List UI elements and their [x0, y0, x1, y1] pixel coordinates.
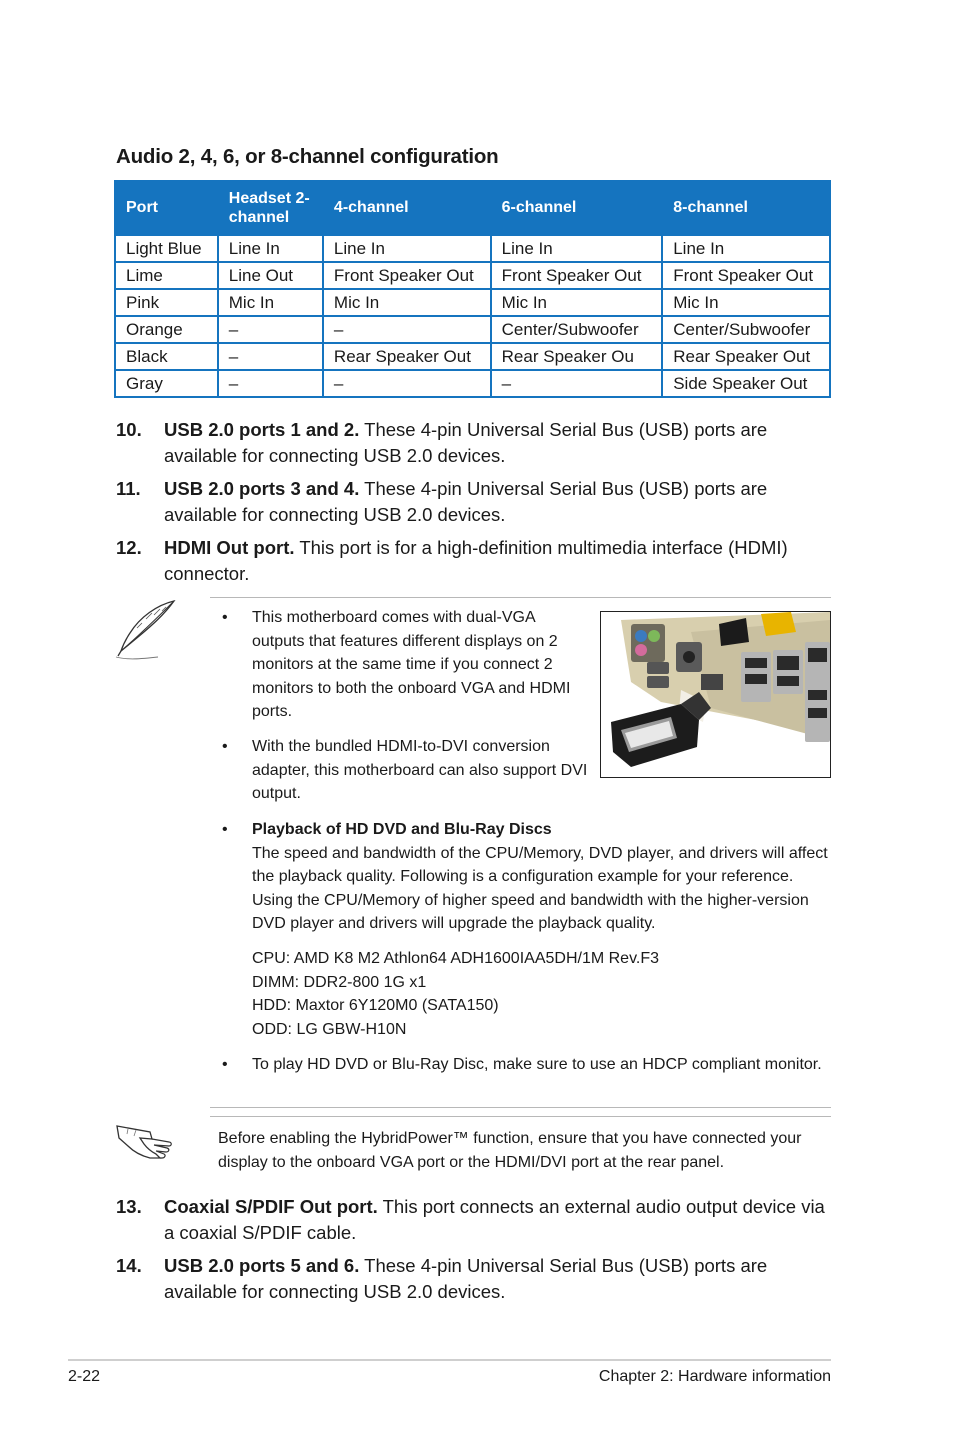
table-cell: Line Out: [218, 262, 323, 289]
note-subtitle: Playback of HD DVD and Blu-Ray Discs: [252, 821, 552, 838]
table-cell: –: [218, 343, 323, 370]
header-6ch: 6-channel: [491, 181, 663, 235]
spec-line: CPU: AMD K8 M2 Athlon64 ADH1600IAA5DH/1M Rev.F3: [252, 950, 659, 967]
note-bullet-4: [222, 1053, 827, 1077]
list-item: [116, 1253, 836, 1305]
note-bullet-2: [222, 735, 597, 806]
caution-text: Before enabling the HybridPower™ function, ensure that you have connected your display to the onboard VGA port or the HDMI/DVI port at the rear panel.: [218, 1130, 802, 1171]
list-item: [116, 476, 836, 528]
item-number: 14.: [116, 1255, 142, 1276]
table-cell: Front Speaker Out: [662, 262, 830, 289]
table-cell: Line In: [662, 235, 830, 262]
note-bullet-3: [222, 818, 832, 936]
table-cell: –: [323, 316, 491, 343]
item-number: 12.: [116, 537, 142, 558]
table-cell: Mic In: [662, 289, 830, 316]
chapter-title: Chapter 2: Hardware information: [598, 1368, 831, 1385]
motherboard-rear-panel-image: [600, 611, 831, 778]
table-cell: Rear Speaker Out: [323, 343, 491, 370]
table-cell: –: [218, 370, 323, 397]
item-text: These 4-pin Universal Serial Bus (USB) ports are available for connecting USB 2.0 devices.: [164, 478, 768, 525]
spec-line: ODD: LG GBW-H10N: [252, 1020, 407, 1038]
bullet: •: [222, 738, 228, 755]
table-row: [115, 262, 830, 289]
table-row: [115, 370, 830, 397]
item-number: 10.: [116, 419, 142, 440]
table-cell: Center/Subwoofer: [491, 316, 663, 343]
spec-line: HDD: Maxtor 6Y120M0 (SATA150): [252, 997, 499, 1014]
header-headset: Headset 2-channel: [218, 181, 323, 235]
spec-list: [252, 947, 659, 1041]
table-cell: Mic In: [491, 289, 663, 316]
table-cell: Center/Subwoofer: [662, 316, 830, 343]
item-text: This port is for a high-definition multimedia interface (HDMI) connector.: [164, 537, 788, 584]
header-8ch: 8-channel: [662, 181, 830, 235]
note-top-divider: [210, 597, 831, 598]
table-cell: Rear Speaker Out: [662, 343, 830, 370]
header-4ch: 4-channel: [323, 181, 491, 235]
table-cell: –: [323, 370, 491, 397]
item-title: USB 2.0 ports 3 and 4.: [164, 478, 360, 499]
item-title: HDMI Out port.: [164, 537, 295, 558]
note-text: The speed and bandwidth of the CPU/Memory, DVD player, and drivers will affect the playback quality. Following is a configuration example for your reference. Using the CPU/Memory of higher speed and bandwidth with the higher-version DVD player and drivers will upgrade the playback quality.: [252, 844, 828, 932]
note-text: This motherboard comes with dual-VGA outputs that features different displays on 2 monitors at the same time if you connect 2 monitors to both the onboard VGA and HDMI ports.: [252, 609, 571, 720]
table-cell: Black: [115, 343, 218, 370]
bullet: •: [222, 609, 228, 626]
item-text: These 4-pin Universal Serial Bus (USB) ports are available for connecting USB 2.0 devices.: [164, 1255, 768, 1302]
item-title: Coaxial S/PDIF Out port.: [164, 1196, 378, 1217]
item-title: USB 2.0 ports 1 and 2.: [164, 419, 360, 440]
pointing-hand-icon: [114, 1112, 182, 1162]
caution-top-divider: [210, 1116, 831, 1117]
bullet: •: [222, 821, 228, 838]
table-header-row: [115, 181, 830, 235]
feather-quill-icon: [112, 597, 182, 662]
item-number: 13.: [116, 1196, 142, 1217]
item-number: 11.: [116, 478, 141, 499]
table-row: [115, 316, 830, 343]
item-title: USB 2.0 ports 5 and 6.: [164, 1255, 360, 1276]
list-item: [116, 535, 836, 587]
table-cell: Line In: [323, 235, 491, 262]
page-number: 2-22: [68, 1368, 101, 1385]
note-bullet-1: [222, 606, 587, 724]
table-cell: Orange: [115, 316, 218, 343]
table-cell: Front Speaker Out: [323, 262, 491, 289]
table-cell: Mic In: [218, 289, 323, 316]
bullet: •: [222, 1056, 228, 1073]
table-cell: Side Speaker Out: [662, 370, 830, 397]
item-text: These 4-pin Universal Serial Bus (USB) ports are available for connecting USB 2.0 devices.: [164, 419, 768, 466]
note-bottom-divider: [210, 1107, 831, 1108]
table-cell: Rear Speaker Ou: [491, 343, 663, 370]
footer-divider: [68, 1359, 831, 1361]
table-cell: Light Blue: [115, 235, 218, 262]
table-cell: Line In: [491, 235, 663, 262]
table-row: [115, 289, 830, 316]
table-row: [115, 343, 830, 370]
table-cell: –: [491, 370, 663, 397]
table-cell: Lime: [115, 262, 218, 289]
audio-config-table: [114, 180, 831, 398]
table-cell: –: [218, 316, 323, 343]
list-item: [116, 1194, 836, 1246]
note-text: With the bundled HDMI-to-DVI conversion adapter, this motherboard can also support DVI output.: [252, 738, 588, 802]
io-panel-illustration: [601, 612, 830, 777]
table-cell: Front Speaker Out: [491, 262, 663, 289]
table-cell: Mic In: [323, 289, 491, 316]
item-text: This port connects an external audio output device via a coaxial S/PDIF cable.: [164, 1196, 825, 1243]
table-cell: Gray: [115, 370, 218, 397]
section-title: Audio 2, 4, 6, or 8-channel configuration: [116, 145, 499, 168]
table-row: [115, 235, 830, 262]
table-cell: Line In: [218, 235, 323, 262]
header-port: Port: [115, 181, 218, 235]
list-item: [116, 417, 836, 469]
note-text: To play HD DVD or Blu-Ray Disc, make sure to use an HDCP compliant monitor.: [252, 1056, 822, 1073]
table-cell: Pink: [115, 289, 218, 316]
spec-line: DIMM: DDR2-800 1G x1: [252, 973, 427, 991]
